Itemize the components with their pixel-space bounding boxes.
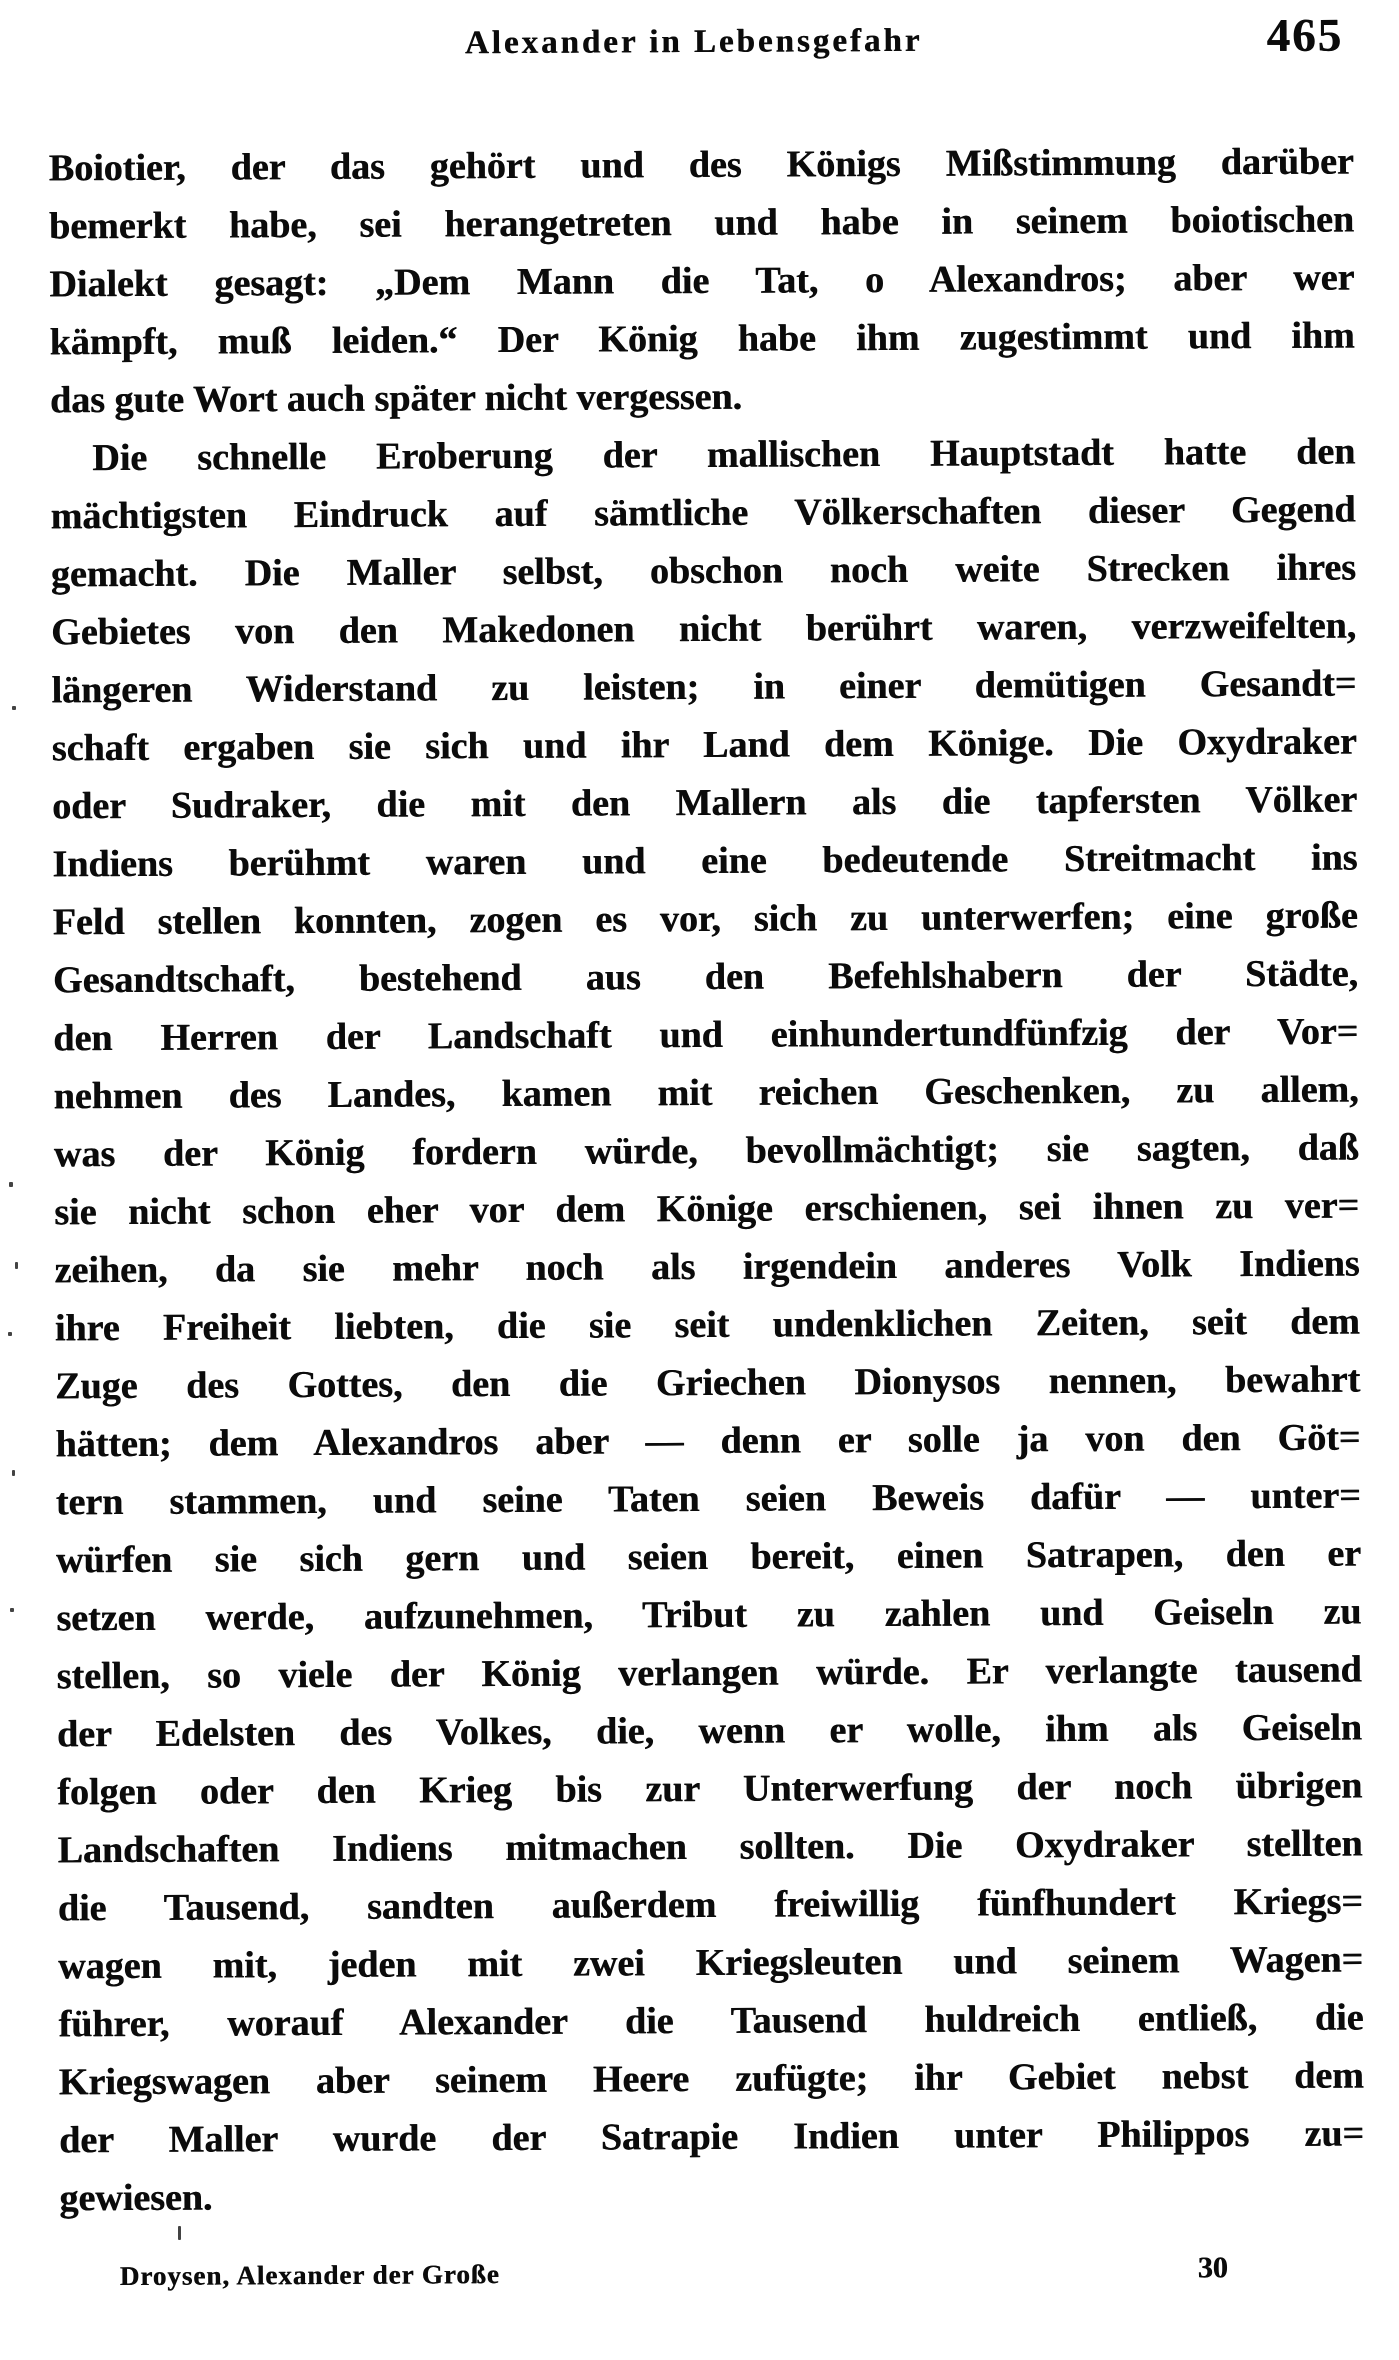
scan-speck	[9, 1182, 13, 1187]
text-line: Indiens berühmt waren und eine bedeutende Streitmacht ins	[52, 836, 1358, 886]
text-line: Gebietes von den Makedonen nicht berührt waren, verzweifelten,	[51, 604, 1357, 654]
text-line: ihre Freiheit liebten, die sie seit undenklichen Zeiten, seit dem	[54, 1300, 1360, 1350]
text-line: gewiesen.	[59, 2176, 213, 2220]
text-line: Boiotier, der das gehört und des Königs Mißstimmung darüber	[48, 140, 1354, 190]
text-line: bemerkt habe, sei herangetreten und habe in seinem boiotischen	[48, 198, 1355, 248]
text-line: der Edelsten des Volkes, die, wenn er wolle, ihm als Geiseln	[56, 1706, 1362, 1756]
text-line: Kriegswagen aber seinem Heere zufügte; ihr Gebiet nebst dem	[58, 2054, 1364, 2104]
text-line: Landschaften Indiens mitmachen sollten. Die Oxydraker stellten	[57, 1822, 1363, 1872]
running-title: Alexander in Lebensgefahr	[464, 22, 923, 62]
text-line: Gesandtschaft, bestehend aus den Befehlshabern der Städte,	[52, 952, 1359, 1002]
text-line: stellen, so viele der König verlangen würde. Er verlangte tausend	[56, 1648, 1362, 1698]
text-line: das gute Wort auch später nicht vergessen.	[49, 375, 743, 422]
text-line: würfen sie sich gern und seien bereit, einen Satrapen, den er	[55, 1532, 1362, 1582]
scan-speck	[10, 1608, 14, 1612]
text-line: was der König fordern würde, bevollmächtigt; sie sagten, daß	[53, 1126, 1359, 1176]
body-text	[49, 133, 1365, 2228]
scan-speck	[12, 706, 16, 710]
text-line: nehmen des Landes, kamen mit reichen Geschenken, zu allem,	[53, 1068, 1359, 1118]
text-line: den Herren der Landschaft und einhundertundfünfzig der Vor=	[53, 1010, 1359, 1060]
text-line: Feld stellen konnten, zogen es vor, sich zu unterwerfen; eine große	[52, 894, 1358, 944]
text-line: schaft ergaben sie sich und ihr Land dem Könige. Die Oxydraker	[51, 720, 1357, 770]
text-line: sie nicht schon eher vor dem Könige erschienen, sei ihnen zu ver=	[54, 1184, 1360, 1234]
text-line: wagen mit, jeden mit zwei Kriegsleuten und seinem Wagen=	[57, 1938, 1364, 1988]
text-line: kämpft, muß leiden.“ Der König habe ihm zugestimmt und ihm	[49, 314, 1355, 364]
scan-speck	[8, 1332, 12, 1336]
text-line: setzen werde, aufzunehmen, Tribut zu zahlen und Geiseln zu	[56, 1590, 1362, 1640]
scan-speck	[15, 1262, 18, 1269]
text-line: die Tausend, sandten außerdem freiwillig fünfhundert Kriegs=	[57, 1880, 1363, 1930]
text-line: zeihen, da sie mehr noch als irgendein anderes Volk Indiens	[54, 1242, 1360, 1292]
text-line: folgen oder den Krieg bis zur Unterwerfung der noch übrigen	[57, 1764, 1363, 1814]
footer-sheet-number: 30	[1197, 2251, 1228, 2285]
text-line: mächtigsten Eindruck auf sämtliche Völkerschaften dieser Gegend	[50, 488, 1356, 538]
page-number: 465	[1266, 9, 1344, 63]
footer-signature: Droysen, Alexander der Große	[119, 2259, 500, 2292]
text-line: der Maller wurde der Satrapie Indien unter Philippos zu=	[58, 2112, 1365, 2162]
text-line: Die schnelle Eroberung der mallischen Hauptstadt hatte den	[92, 430, 1356, 480]
text-line: Dialekt gesagt: „Dem Mann die Tat, o Alexandros; aber wer	[49, 256, 1355, 306]
text-line: gemacht. Die Maller selbst, obschon noch weite Strecken ihres	[50, 546, 1356, 596]
text-line: hätten; dem Alexandros aber — denn er solle ja von den Göt=	[55, 1416, 1361, 1466]
scan-speck	[178, 2226, 181, 2240]
text-line: längeren Widerstand zu leisten; in einer demütigen Gesandt=	[51, 662, 1357, 712]
text-line: oder Sudraker, die mit den Mallern als die tapfersten Völker	[51, 778, 1358, 828]
scan-speck	[12, 1470, 15, 1476]
text-line: Zuge des Gottes, den die Griechen Dionysos nennen, bewahrt	[54, 1358, 1361, 1408]
text-line: führer, worauf Alexander die Tausend huldreich entließ, die	[58, 1996, 1364, 2046]
text-line: tern stammen, und seine Taten seien Beweis dafür — unter=	[55, 1474, 1361, 1524]
